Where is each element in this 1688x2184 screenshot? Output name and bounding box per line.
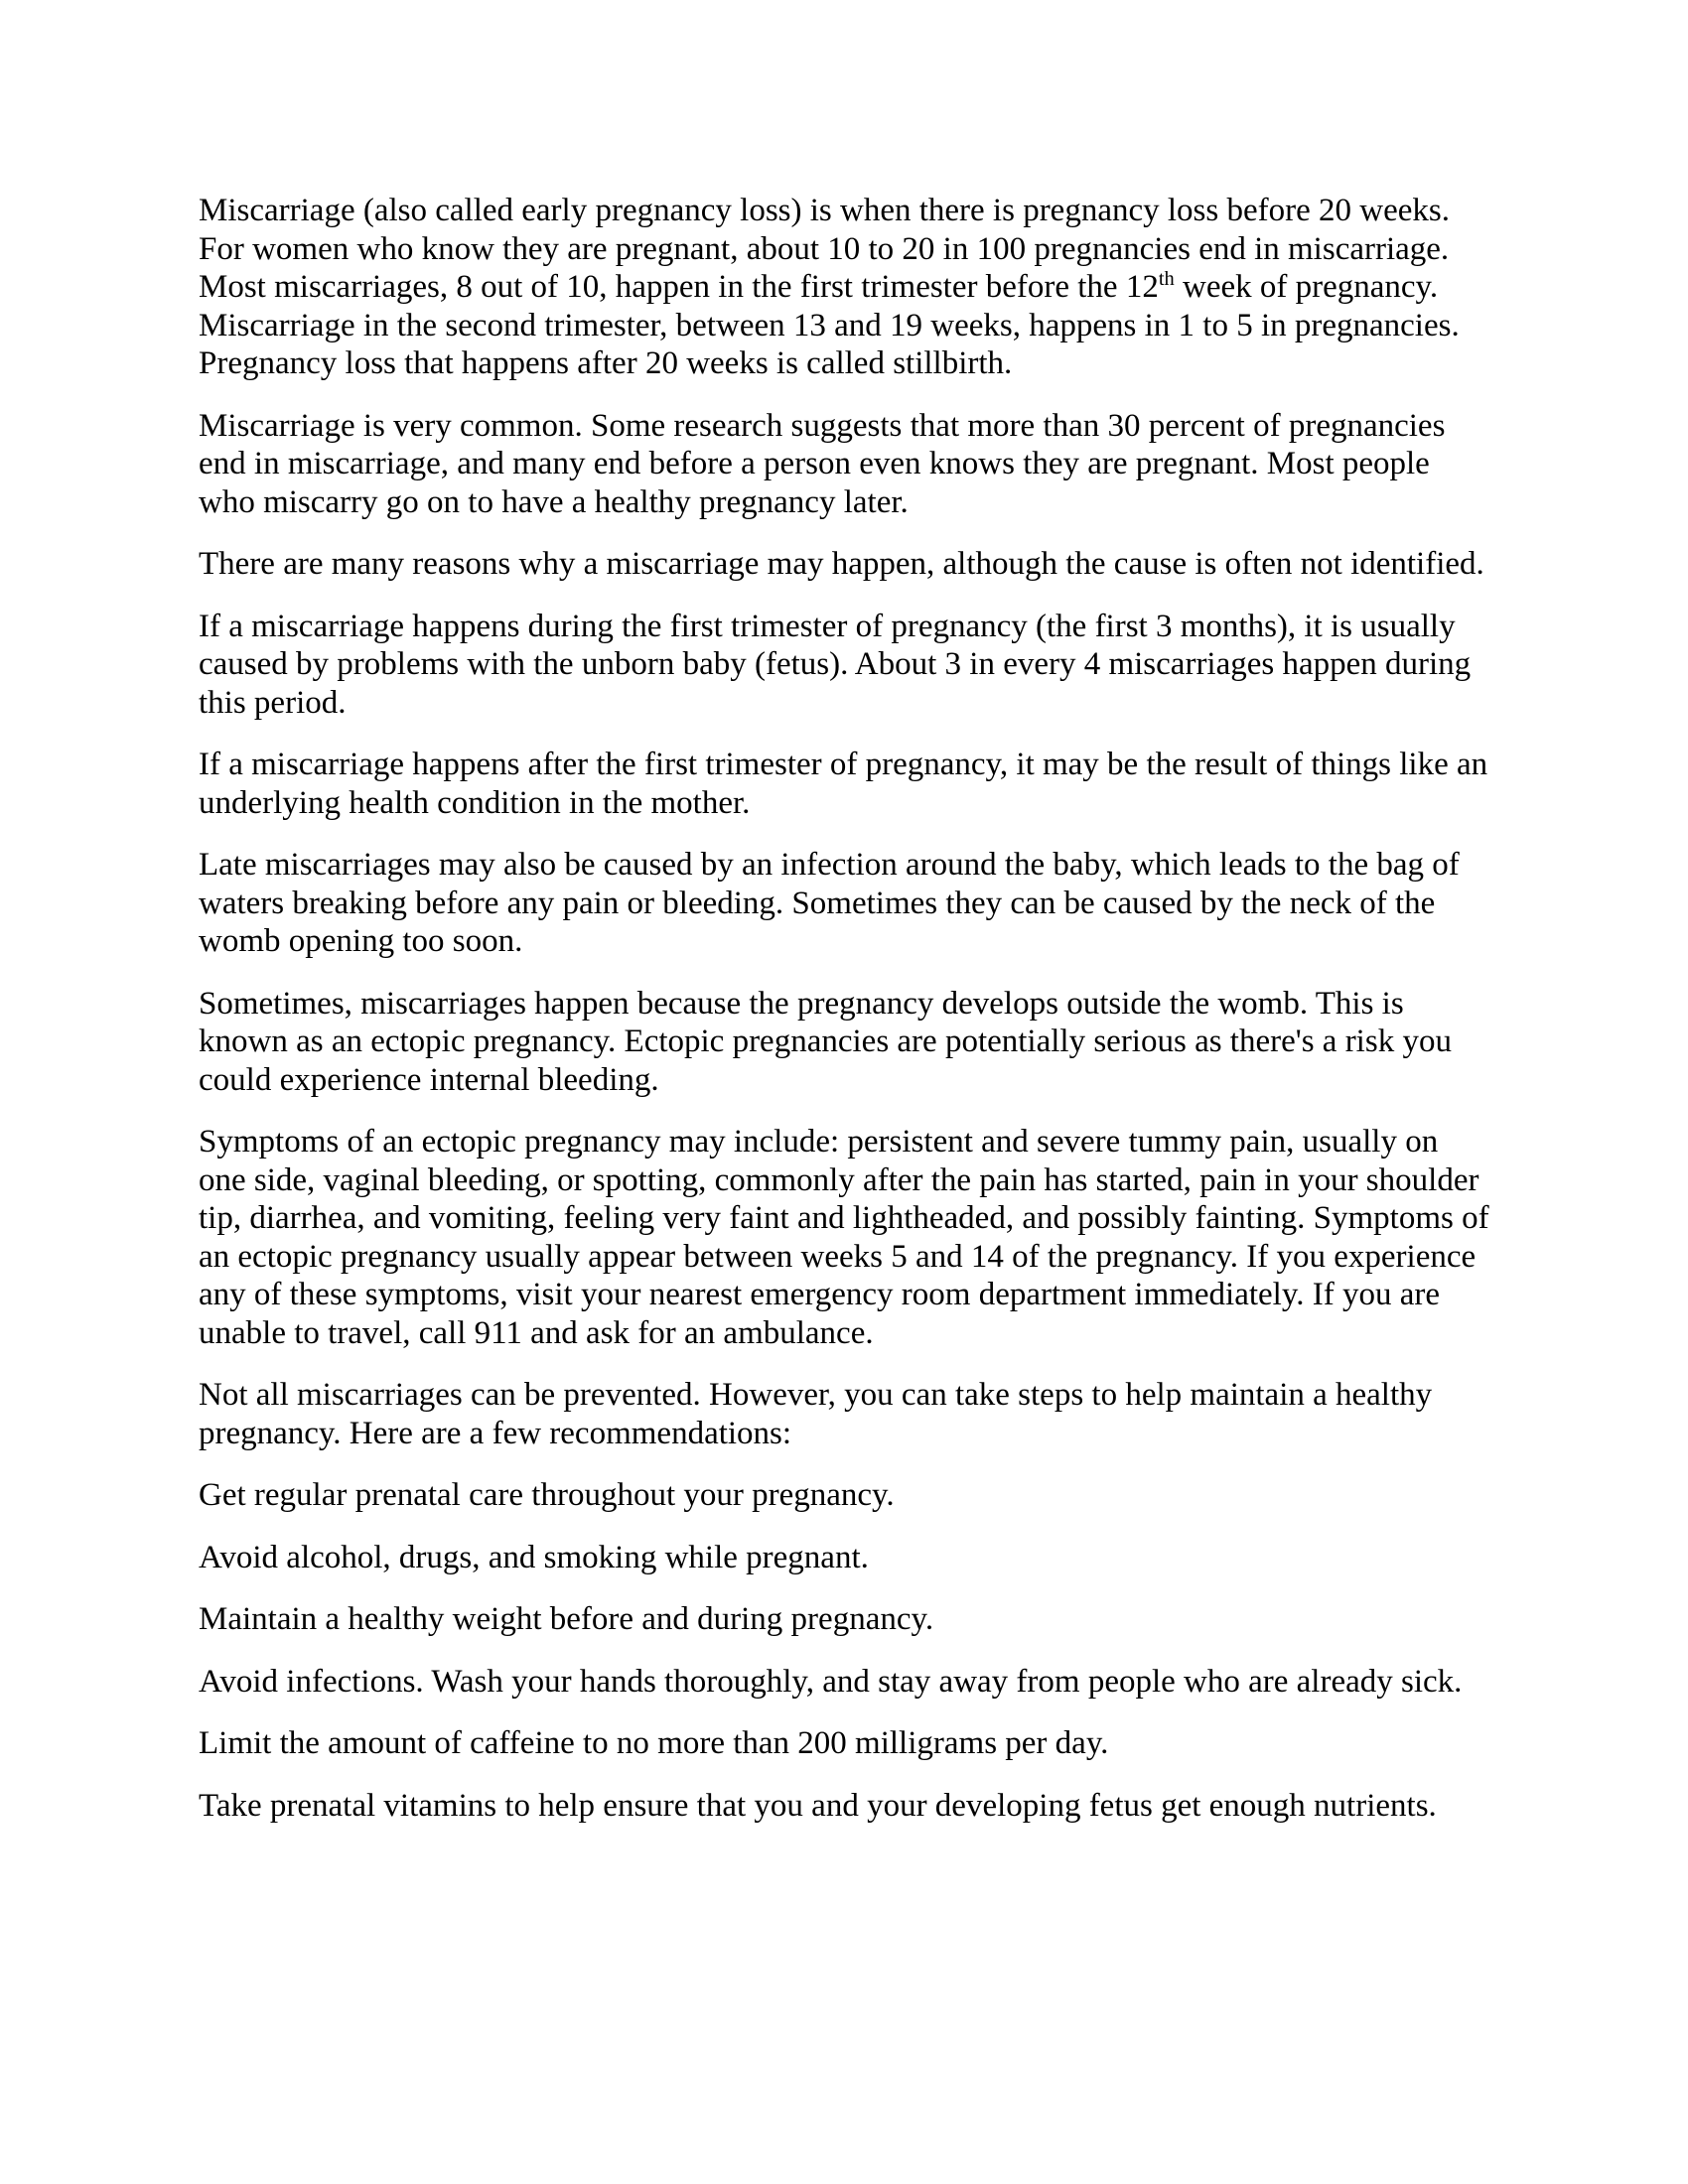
text-run: Not all miscarriages can be prevented. However, you can take steps to help maintain a healthy pregnancy. Here are a few recommendations:	[199, 1377, 1433, 1451]
paragraph	[199, 1123, 1489, 1352]
text-run: week of pregnancy. Miscarriage in the second trimester, between 13 and 19 weeks, happens in 1 to 5 in pregnancies. Pregnancy loss that happens after 20 weeks is called stillbirth.	[199, 269, 1460, 381]
document-body	[199, 192, 1489, 1825]
text-run: Avoid infections. Wash your hands thoroughly, and stay away from people who are already sick.	[199, 1663, 1463, 1700]
paragraph	[199, 985, 1489, 1100]
paragraph	[199, 1787, 1489, 1826]
text-run: Avoid alcohol, drugs, and smoking while pregnant.	[199, 1539, 869, 1575]
paragraph	[199, 1476, 1489, 1515]
paragraph	[199, 1663, 1489, 1702]
paragraph	[199, 608, 1489, 723]
text-run: Sometimes, miscarriages happen because the pregnancy develops outside the womb. This is known as an ectopic pregnancy. Ectopic pregnancies are potentially serious as there's a risk you could experience internal bleeding.	[199, 985, 1452, 1098]
text-run: Take prenatal vitamins to help ensure that you and your developing fetus get enough nutrients.	[199, 1787, 1437, 1824]
paragraph	[199, 192, 1489, 383]
text-run: Maintain a healthy weight before and during pregnancy.	[199, 1601, 934, 1637]
text-run: If a miscarriage happens during the first trimester of pregnancy (the first 3 months), it is usually caused by problems with the unborn baby (fetus). About 3 in every 4 miscarriages happen during this period.	[199, 608, 1472, 721]
text-run: Late miscarriages may also be caused by an infection around the baby, which leads to the bag of waters breaking before any pain or bleeding. Sometimes they can be caused by the neck of the womb opening too soon.	[199, 847, 1460, 959]
superscript-text-run: th	[1158, 268, 1175, 290]
paragraph	[199, 1539, 1489, 1577]
paragraph	[199, 407, 1489, 522]
text-run: Limit the amount of caffeine to no more than 200 milligrams per day.	[199, 1725, 1109, 1761]
text-run: Miscarriage is very common. Some research suggests that more than 30 percent of pregnancies end in miscarriage, and many end before a person even knows they are pregnant. Most people who miscarry go on to have a healthy pregnancy later.	[199, 407, 1446, 520]
paragraph	[199, 1376, 1489, 1452]
text-run: Get regular prenatal care throughout your pregnancy.	[199, 1477, 895, 1513]
paragraph	[199, 1600, 1489, 1639]
text-run: Miscarriage (also called early pregnancy loss) is when there is pregnancy loss before 20 weeks. For women who know they are pregnant, about 10 to 20 in 100 pregnancies end in miscarriage. Most miscarriages, 8 out of 10, happen in the first trimester before the 12	[199, 193, 1450, 305]
text-run: There are many reasons why a miscarriage may happen, although the cause is often not identified.	[199, 546, 1484, 582]
paragraph	[199, 846, 1489, 961]
paragraph	[199, 545, 1489, 584]
text-run: If a miscarriage happens after the first trimester of pregnancy, it may be the result of things like an underlying health condition in the mother.	[199, 747, 1488, 821]
paragraph	[199, 746, 1489, 822]
paragraph	[199, 1724, 1489, 1763]
text-run: Symptoms of an ectopic pregnancy may include: persistent and severe tummy pain, usually on one side, vaginal bleeding, or spotting, commonly after the pain has started, pain in your shoulder tip, diarrhea, and vomiting, feeling very faint and lightheaded, and possibly fainting. Symptoms of an ectopic pregnancy usually appear between weeks 5 and 14 of the pregnancy. If you experience any of these symptoms, visit your nearest emergency room department immediately. If you are unable to travel, call 911 and ask for an ambulance.	[199, 1124, 1489, 1351]
